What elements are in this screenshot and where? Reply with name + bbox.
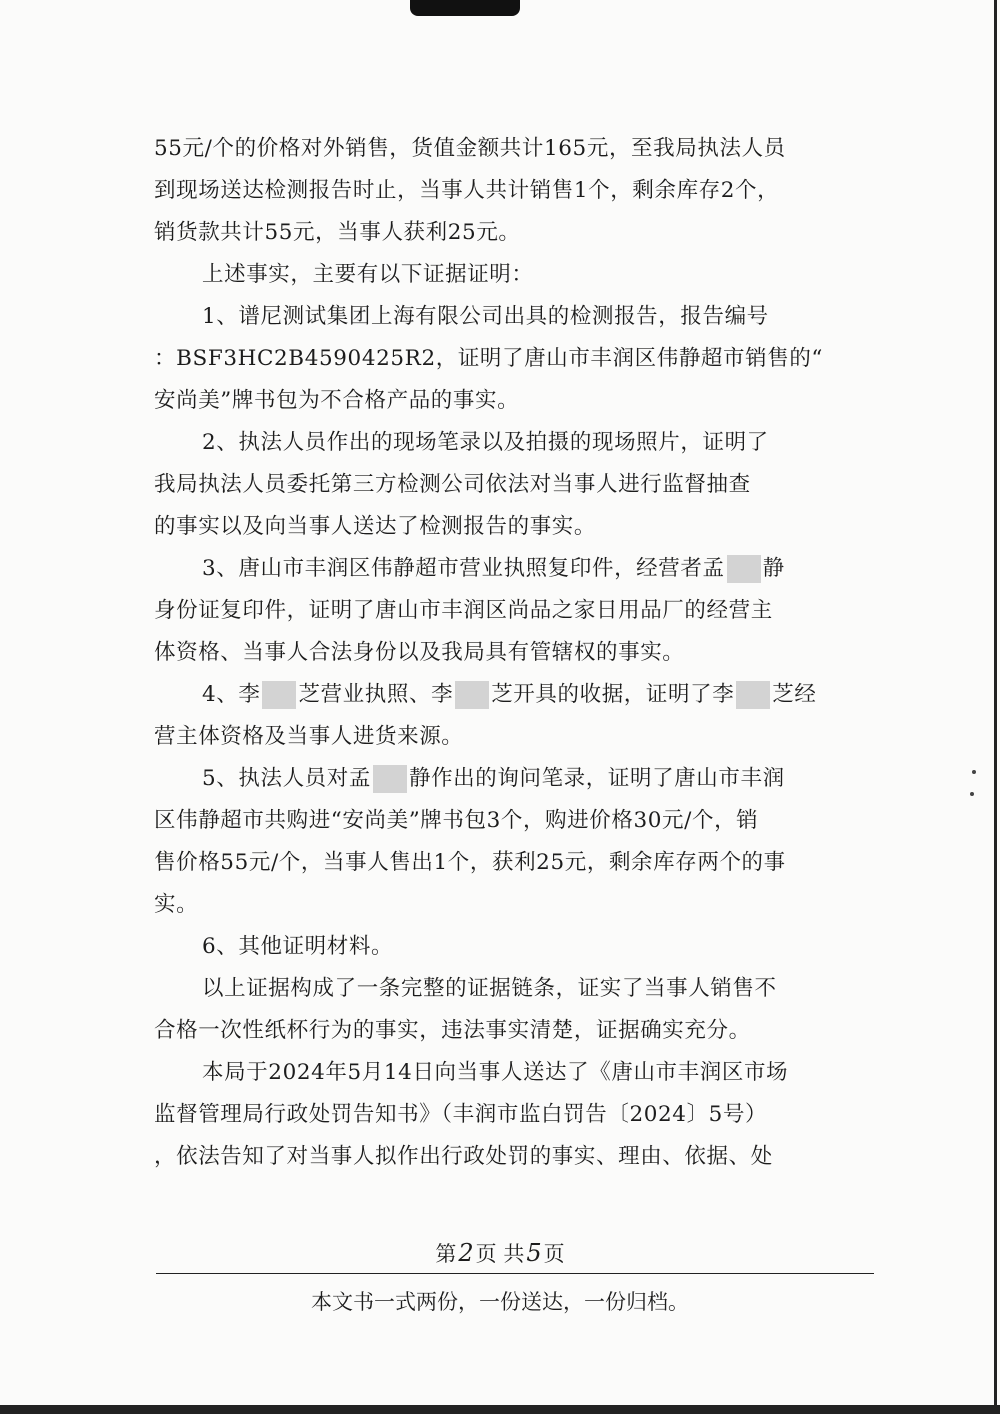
page-number <box>0 1238 1000 1268</box>
text-line <box>154 758 854 800</box>
page-current: 2 <box>458 1239 474 1267</box>
redaction-box <box>455 681 489 709</box>
text-line: 实。 <box>154 892 199 917</box>
scan-right-edge <box>994 0 997 1414</box>
text-line: 销货款共计55元，当事人获利25元。 <box>154 220 521 245</box>
text-segment: 静 <box>762 556 785 581</box>
text-segment: 芝开具的收据，证明了李 <box>491 682 735 707</box>
text-line <box>154 674 854 716</box>
text-line: ，依法告知了对当事人拟作出行政处罚的事实、理由、依据、处 <box>154 1144 773 1169</box>
scan-speck <box>970 792 974 796</box>
text-line: ：BSF3HC2B4590425R2，证明了唐山市丰润区伟静超市销售的“ <box>154 346 824 371</box>
scan-bottom-edge <box>0 1405 1000 1414</box>
text-line: 上述事实，主要有以下证据证明： <box>202 262 534 287</box>
text-segment: 芝经 <box>772 682 817 707</box>
text-segment: 4、李 <box>202 682 261 707</box>
redaction-box <box>262 681 296 709</box>
text-line: 6、其他证明材料。 <box>202 934 394 959</box>
footer-divider <box>156 1273 874 1274</box>
text-line: 身份证复印件，证明了唐山市丰润区尚品之家日用品厂的经营主 <box>154 598 773 623</box>
text-line: 以上证据构成了一条完整的证据链条，证实了当事人销售不 <box>202 976 777 1001</box>
text-line: 监督管理局行政处罚告知书》（丰润市监白罚告〔2024〕5号） <box>154 1102 768 1127</box>
scan-top-mark <box>410 0 520 16</box>
text-line: 区伟静超市共购进“安尚美”牌书包3个，购进价格30元/个，销 <box>154 808 759 833</box>
text-line: 营主体资格及当事人进货来源。 <box>154 724 464 749</box>
redaction-box <box>727 555 761 583</box>
text-segment: 5、执法人员对孟 <box>202 766 371 791</box>
footer-note: 本文书一式两份，一份送达，一份归档。 <box>311 1290 689 1314</box>
scan-speck <box>972 770 976 774</box>
text-segment: 静作出的询问笔录，证明了唐山市丰润 <box>408 766 785 791</box>
text-line: 我局执法人员委托第三方检测公司依法对当事人进行监督抽查 <box>154 472 751 497</box>
text-line: 1、谱尼测试集团上海有限公司出具的检测报告，报告编号 <box>202 304 769 329</box>
text-line <box>154 548 854 590</box>
page-prefix: 第 <box>435 1242 457 1266</box>
page-total: 5 <box>526 1239 542 1267</box>
text-line: 2、执法人员作出的现场笔录以及拍摄的现场照片，证明了 <box>202 430 769 455</box>
text-segment: 芝营业执照、李 <box>298 682 454 707</box>
page-middle: 页 共 <box>475 1242 525 1266</box>
text-line: 本局于2024年5月14日向当事人送达了《唐山市丰润区市场 <box>202 1060 789 1085</box>
redaction-box <box>736 681 770 709</box>
text-line: 的事实以及向当事人送达了检测报告的事实。 <box>154 514 597 539</box>
text-line: 体资格、当事人合法身份以及我局具有管辖权的事实。 <box>154 640 685 665</box>
text-line: 安尚美”牌书包为不合格产品的事实。 <box>154 388 520 413</box>
text-line: 售价格55元/个，当事人售出1个，获利25元，剩余库存两个的事 <box>154 850 786 875</box>
document-body <box>154 128 854 1178</box>
text-line: 到现场送达检测报告时止，当事人共计销售1个，剩余库存2个， <box>154 178 780 203</box>
text-line: 合格一次性纸杯行为的事实，违法事实清楚，证据确实充分。 <box>154 1018 751 1043</box>
redaction-box <box>373 765 407 793</box>
page-suffix: 页 <box>543 1242 565 1266</box>
text-line: 55元/个的价格对外销售，货值金额共计165元，至我局执法人员 <box>154 136 786 161</box>
text-segment: 3、唐山市丰润区伟静超市营业执照复印件，经营者孟 <box>202 556 725 581</box>
